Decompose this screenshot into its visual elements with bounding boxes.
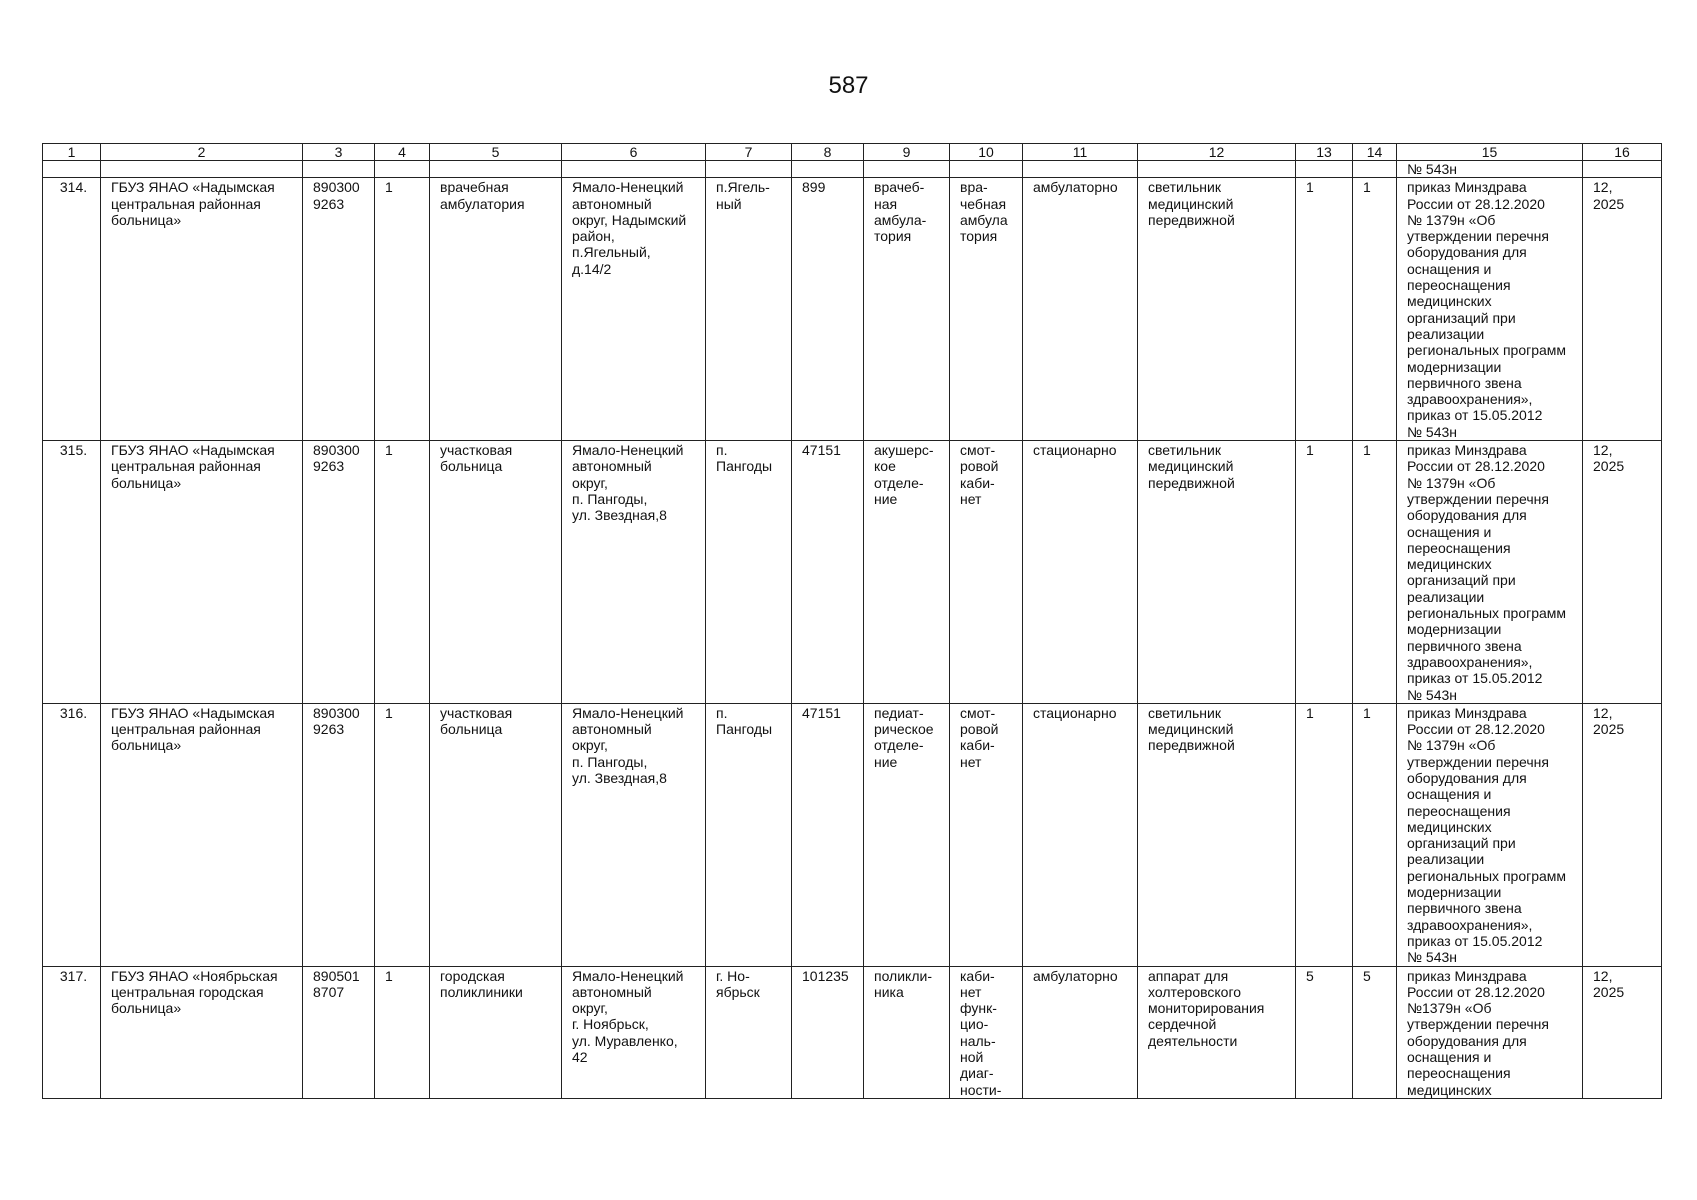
table-cell <box>706 161 792 178</box>
table-cell <box>950 966 1023 1098</box>
table-cell <box>562 703 706 966</box>
cell-text: 1 <box>1363 704 1371 721</box>
table-cell <box>1397 178 1583 441</box>
cell-text: Ямало-Ненецкий автономный округ, Надымский район, п.Ягельный, д.14/2 <box>572 179 687 277</box>
cell-text: врачеб- ная амбула- тория <box>874 179 927 245</box>
column-header: 4 <box>375 144 430 161</box>
table-cell <box>1296 966 1353 1098</box>
cell-text: врачебная амбулатория <box>440 179 525 212</box>
table-cell <box>430 966 562 1098</box>
table-cell <box>1138 161 1296 178</box>
cell-text: смот- ровой каби- нет <box>960 442 999 507</box>
cell-text: городская поликлиники <box>440 967 523 1000</box>
cell-text: 1 <box>1306 179 1314 196</box>
cell-text: амбулаторно <box>1033 967 1118 984</box>
table-cell <box>950 703 1023 966</box>
cell-text: 890300 9263 <box>313 704 360 738</box>
cell-text: 12, 2025 <box>1593 704 1625 738</box>
cell-text: поликли- ника <box>874 967 932 1000</box>
cell-text: участковая больница <box>440 704 513 738</box>
cell-text: вра- чебная амбула тория <box>960 179 1008 245</box>
column-header: 8 <box>792 144 864 161</box>
cell-text: 5 <box>1363 967 1371 984</box>
table-cell <box>864 703 950 966</box>
table-cell <box>864 178 950 441</box>
table-cell <box>430 178 562 441</box>
column-header: 15 <box>1397 144 1583 161</box>
column-header: 14 <box>1353 144 1397 161</box>
table-cell <box>375 703 430 966</box>
table-cell <box>1397 161 1583 178</box>
table-cell <box>1583 161 1662 178</box>
table-cell <box>1353 703 1397 966</box>
cell-text: ГБУЗ ЯНАО «Надымская центральная районная больница» <box>111 442 275 491</box>
table-cell <box>950 178 1023 441</box>
table-cell <box>101 441 303 704</box>
column-header: 11 <box>1023 144 1138 161</box>
table-cell <box>430 441 562 704</box>
cell-text: п. Пангоды <box>716 442 773 475</box>
table-cell <box>375 178 430 441</box>
table-cell <box>303 161 375 178</box>
cell-text: 1 <box>1306 442 1314 459</box>
table-cell <box>1138 178 1296 441</box>
table-cell <box>101 161 303 178</box>
table-cell <box>864 966 950 1098</box>
cell-text: 890300 9263 <box>313 442 360 475</box>
cell-text: п.Ягель- ный <box>716 179 770 212</box>
table-cell <box>1023 966 1138 1098</box>
cell-text: стационарно <box>1033 442 1117 459</box>
column-header: 13 <box>1296 144 1353 161</box>
cell-text: 315. <box>59 442 88 459</box>
table-cell <box>1397 441 1583 704</box>
cell-text: 101235 <box>802 967 849 984</box>
column-header: 6 <box>562 144 706 161</box>
column-header: 2 <box>101 144 303 161</box>
cell-text: Ямало-Ненецкий автономный округ, п. Пангоды, ул. Звездная,8 <box>572 442 684 524</box>
cell-text: приказ Минздрава России от 28.12.2020 №1379н «Об утверждении перечня оборудования для оснащения и переоснащения медицинских <box>1407 967 1549 1098</box>
table-cell <box>1353 178 1397 441</box>
cell-text: 1 <box>1363 179 1371 196</box>
table-cell <box>562 966 706 1098</box>
cell-text: 47151 <box>802 442 841 459</box>
cell-text: 12, 2025 <box>1593 179 1625 212</box>
table-cell <box>792 966 864 1098</box>
table-cell <box>1353 161 1397 178</box>
table-cell <box>792 178 864 441</box>
cell-text: 316. <box>59 704 88 721</box>
table-cell <box>303 966 375 1098</box>
table-cell <box>43 178 101 441</box>
table-cell <box>101 178 303 441</box>
cell-text: ГБУЗ ЯНАО «Ноябрьская центральная городская больница» <box>111 967 278 1017</box>
table-cell <box>706 178 792 441</box>
table-cell <box>430 703 562 966</box>
table-cell <box>1023 441 1138 704</box>
table-cell <box>43 441 101 704</box>
column-header: 7 <box>706 144 792 161</box>
table-cell <box>706 703 792 966</box>
cell-text: амбулаторно <box>1033 179 1118 196</box>
cell-text: 12, 2025 <box>1593 967 1625 1000</box>
cell-text: 5 <box>1306 967 1314 984</box>
cell-text: ГБУЗ ЯНАО «Надымская центральная районная больница» <box>111 179 275 228</box>
table-cell <box>864 161 950 178</box>
table-cell <box>1583 178 1662 441</box>
table-cell <box>792 703 864 966</box>
table-cell <box>1296 441 1353 704</box>
cell-text: каби- нет функ- цио- наль- ной диаг- ности- <box>960 967 1002 1098</box>
table-cell <box>303 441 375 704</box>
cell-text: светильник медицинский передвижной <box>1148 179 1235 228</box>
table-cell <box>1023 178 1138 441</box>
cell-text: Ямало-Ненецкий автономный округ, г. Ноябрьск, ул. Муравленко, 42 <box>572 967 684 1066</box>
cell-text: 1 <box>1306 704 1314 721</box>
table-cell <box>1296 161 1353 178</box>
column-header: 12 <box>1138 144 1296 161</box>
table-cell <box>43 161 101 178</box>
cell-text: приказ Минздрава России от 28.12.2020 № 1379н «Об утверждении перечня оборудования для оснащения и переоснащения медицинских организаций при реализации региональных программ модернизации первичного звена здравоохранения», приказ от 15.05.2012 № 543н <box>1407 179 1567 440</box>
table-cell <box>101 966 303 1098</box>
table-cell <box>430 161 562 178</box>
table-cell <box>792 161 864 178</box>
table-cell <box>1353 441 1397 704</box>
cell-text: стационарно <box>1033 704 1117 721</box>
page-number: 587 <box>828 72 869 99</box>
table-cell <box>1296 703 1353 966</box>
table-cell <box>706 441 792 704</box>
cell-text: г. Но- ябрьск <box>716 967 760 1000</box>
cell-text: 1 <box>1363 442 1371 459</box>
table-cell <box>706 966 792 1098</box>
cell-text: № 543н <box>1407 161 1457 177</box>
cell-text: 890501 8707 <box>313 967 360 1000</box>
table-row <box>43 966 1662 1098</box>
column-header: 5 <box>430 144 562 161</box>
continuation-row <box>43 161 1662 178</box>
table-cell <box>43 703 101 966</box>
cell-text: 12, 2025 <box>1593 442 1625 475</box>
table-cell <box>375 441 430 704</box>
column-number-row <box>43 144 1662 161</box>
table-cell <box>1583 703 1662 966</box>
table-cell <box>1583 966 1662 1098</box>
table-row <box>43 441 1662 704</box>
column-header: 9 <box>864 144 950 161</box>
cell-text: участковая больница <box>440 442 513 475</box>
table-cell <box>1023 703 1138 966</box>
cell-text: ГБУЗ ЯНАО «Надымская центральная районная больница» <box>111 704 275 754</box>
column-header: 1 <box>43 144 101 161</box>
cell-text: 47151 <box>802 704 841 721</box>
table-cell <box>792 441 864 704</box>
table-cell <box>864 441 950 704</box>
cell-text: светильник медицинский передвижной <box>1148 704 1235 754</box>
cell-text: 1 <box>385 704 393 721</box>
table-cell <box>43 966 101 1098</box>
column-header: 3 <box>303 144 375 161</box>
table-cell <box>1023 161 1138 178</box>
column-header: 16 <box>1583 144 1662 161</box>
equipment-table <box>42 143 1662 1099</box>
cell-text: 1 <box>385 442 393 459</box>
table-cell <box>562 178 706 441</box>
cell-text: акушерс- кое отделе- ние <box>874 442 934 507</box>
table-cell <box>375 161 430 178</box>
table-row <box>43 178 1662 441</box>
table-cell <box>1397 966 1583 1098</box>
table-cell <box>1397 703 1583 966</box>
table-row <box>43 703 1662 966</box>
cell-text: 317. <box>59 967 88 984</box>
cell-text: светильник медицинский передвижной <box>1148 442 1235 491</box>
table-cell <box>562 441 706 704</box>
cell-text: аппарат для холтеровского мониторирования сердечной деятельности <box>1148 967 1265 1049</box>
cell-text: смот- ровой каби- нет <box>960 704 999 770</box>
cell-text: приказ Минздрава России от 28.12.2020 № 1379н «Об утверждении перечня оборудования для оснащения и переоснащения медицинских организаций при реализации региональных программ модернизации первичного звена здравоохранения», приказ от 15.05.2012 № 543н <box>1407 704 1567 966</box>
table-cell <box>303 178 375 441</box>
table-cell <box>562 161 706 178</box>
cell-text: 899 <box>802 179 826 196</box>
cell-text: Ямало-Ненецкий автономный округ, п. Пангоды, ул. Звездная,8 <box>572 704 684 786</box>
cell-text: 1 <box>385 967 393 984</box>
cell-text: 1 <box>385 179 393 196</box>
table-cell <box>1296 178 1353 441</box>
table-cell <box>375 966 430 1098</box>
cell-text: п. Пангоды <box>716 704 773 738</box>
table-cell <box>1138 441 1296 704</box>
table-cell <box>1138 966 1296 1098</box>
table-cell <box>950 441 1023 704</box>
table-cell <box>101 703 303 966</box>
cell-text: 890300 9263 <box>313 179 360 212</box>
column-header: 10 <box>950 144 1023 161</box>
table-cell <box>1583 441 1662 704</box>
table-cell <box>1138 703 1296 966</box>
cell-text: 314. <box>59 179 88 196</box>
cell-text: педиат- рическое отделе- ние <box>874 704 934 770</box>
table-cell <box>303 703 375 966</box>
table-cell <box>950 161 1023 178</box>
table-cell <box>1353 966 1397 1098</box>
cell-text: приказ Минздрава России от 28.12.2020 № 1379н «Об утверждении перечня оборудования для оснащения и переоснащения медицинских организаций при реализации региональных программ модернизации первичного звена здравоохранения», приказ от 15.05.2012 № 543н <box>1407 442 1567 703</box>
